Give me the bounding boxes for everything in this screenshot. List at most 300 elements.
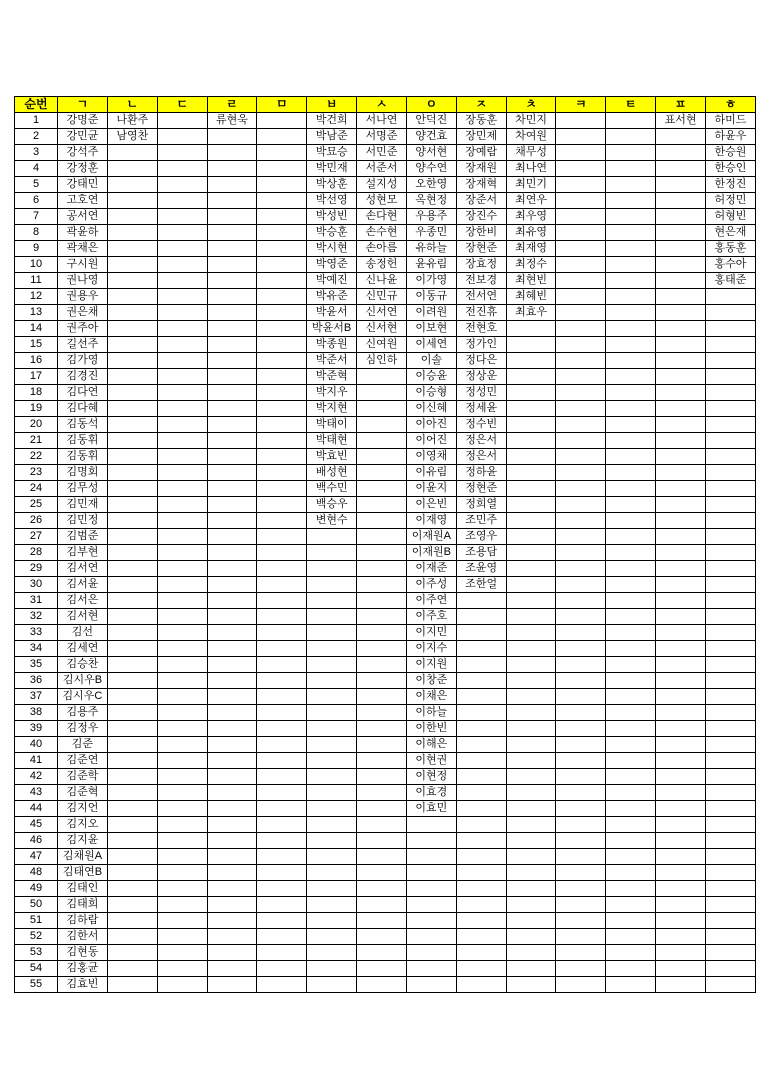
- empty-cell: [456, 721, 506, 737]
- empty-cell: [107, 161, 157, 177]
- column-header-consonant: ㅊ: [506, 97, 556, 113]
- empty-cell: [656, 721, 706, 737]
- name-cell: 장진수: [456, 209, 506, 225]
- empty-cell: [157, 833, 207, 849]
- empty-cell: [556, 177, 606, 193]
- empty-cell: [606, 337, 656, 353]
- name-cell: 박선영: [307, 193, 357, 209]
- empty-cell: [656, 369, 706, 385]
- empty-cell: [556, 273, 606, 289]
- column-header-consonant: ㅌ: [606, 97, 656, 113]
- column-header-consonant: ㄹ: [207, 97, 257, 113]
- table-row: [15, 225, 756, 241]
- table-row: [15, 945, 756, 961]
- name-cell: 허정민: [705, 193, 755, 209]
- empty-cell: [207, 545, 257, 561]
- empty-cell: [107, 273, 157, 289]
- empty-cell: [257, 609, 307, 625]
- empty-cell: [107, 929, 157, 945]
- empty-cell: [606, 849, 656, 865]
- table-row: [15, 193, 756, 209]
- name-cell: 박건희: [307, 113, 357, 129]
- row-number-cell: 16: [15, 353, 58, 369]
- name-cell: 정성민: [456, 385, 506, 401]
- empty-cell: [107, 385, 157, 401]
- empty-cell: [556, 817, 606, 833]
- empty-cell: [456, 753, 506, 769]
- empty-cell: [606, 689, 656, 705]
- empty-cell: [307, 913, 357, 929]
- empty-cell: [606, 817, 656, 833]
- name-cell: 김다연: [58, 385, 108, 401]
- empty-cell: [157, 961, 207, 977]
- empty-cell: [406, 849, 456, 865]
- empty-cell: [157, 705, 207, 721]
- empty-cell: [606, 833, 656, 849]
- name-cell: 최민기: [506, 177, 556, 193]
- table-row: [15, 913, 756, 929]
- empty-cell: [207, 161, 257, 177]
- name-cell: 신나윤: [357, 273, 407, 289]
- name-roster-table: [14, 96, 756, 993]
- row-number-cell: 53: [15, 945, 58, 961]
- empty-cell: [656, 705, 706, 721]
- name-cell: 김지오: [58, 817, 108, 833]
- empty-cell: [107, 753, 157, 769]
- empty-cell: [656, 257, 706, 273]
- empty-cell: [506, 529, 556, 545]
- empty-cell: [606, 977, 656, 993]
- empty-cell: [406, 929, 456, 945]
- empty-cell: [107, 657, 157, 673]
- empty-cell: [506, 657, 556, 673]
- empty-cell: [705, 753, 755, 769]
- name-cell: 이승형: [406, 385, 456, 401]
- name-cell: 강태민: [58, 177, 108, 193]
- empty-cell: [656, 865, 706, 881]
- empty-cell: [157, 849, 207, 865]
- empty-cell: [207, 465, 257, 481]
- row-number-cell: 22: [15, 449, 58, 465]
- name-cell: 박지우: [307, 385, 357, 401]
- empty-cell: [207, 385, 257, 401]
- empty-cell: [207, 209, 257, 225]
- table-row: [15, 529, 756, 545]
- name-cell: 배성현: [307, 465, 357, 481]
- empty-cell: [257, 465, 307, 481]
- name-cell: 장재혁: [456, 177, 506, 193]
- row-number-cell: 33: [15, 625, 58, 641]
- empty-cell: [606, 321, 656, 337]
- empty-cell: [705, 689, 755, 705]
- empty-cell: [556, 769, 606, 785]
- empty-cell: [157, 753, 207, 769]
- row-number-cell: 34: [15, 641, 58, 657]
- empty-cell: [556, 113, 606, 129]
- empty-cell: [107, 497, 157, 513]
- empty-cell: [207, 929, 257, 945]
- empty-cell: [207, 865, 257, 881]
- empty-cell: [506, 833, 556, 849]
- empty-cell: [207, 577, 257, 593]
- table-row: [15, 641, 756, 657]
- empty-cell: [705, 433, 755, 449]
- column-header-consonant: ㄱ: [58, 97, 108, 113]
- table-row: [15, 465, 756, 481]
- empty-cell: [606, 785, 656, 801]
- empty-cell: [157, 257, 207, 273]
- empty-cell: [506, 673, 556, 689]
- empty-cell: [157, 817, 207, 833]
- table-row: [15, 113, 756, 129]
- name-cell: 최나연: [506, 161, 556, 177]
- name-cell: 김준연: [58, 753, 108, 769]
- empty-cell: [556, 657, 606, 673]
- name-cell: 홍수아: [705, 257, 755, 273]
- empty-cell: [357, 961, 407, 977]
- empty-cell: [705, 673, 755, 689]
- empty-cell: [705, 801, 755, 817]
- name-cell: 이영채: [406, 449, 456, 465]
- name-cell: 성현모: [357, 193, 407, 209]
- name-cell: 홍태준: [705, 273, 755, 289]
- empty-cell: [506, 577, 556, 593]
- empty-cell: [705, 913, 755, 929]
- empty-cell: [107, 193, 157, 209]
- name-cell: 박승훈: [307, 225, 357, 241]
- empty-cell: [656, 161, 706, 177]
- empty-cell: [705, 929, 755, 945]
- empty-cell: [257, 193, 307, 209]
- empty-cell: [107, 785, 157, 801]
- empty-cell: [705, 593, 755, 609]
- name-cell: 표서현: [656, 113, 706, 129]
- column-header-consonant: ㅁ: [257, 97, 307, 113]
- empty-cell: [656, 193, 706, 209]
- empty-cell: [656, 273, 706, 289]
- empty-cell: [107, 241, 157, 257]
- empty-cell: [606, 257, 656, 273]
- empty-cell: [556, 209, 606, 225]
- row-number-cell: 47: [15, 849, 58, 865]
- empty-cell: [456, 881, 506, 897]
- empty-cell: [556, 369, 606, 385]
- table-row: [15, 545, 756, 561]
- column-header-index: 순번: [15, 97, 58, 113]
- empty-cell: [357, 497, 407, 513]
- empty-cell: [157, 417, 207, 433]
- name-cell: 백승우: [307, 497, 357, 513]
- empty-cell: [656, 209, 706, 225]
- empty-cell: [506, 801, 556, 817]
- name-cell: 김서윤: [58, 577, 108, 593]
- empty-cell: [107, 561, 157, 577]
- empty-cell: [556, 513, 606, 529]
- table-row: [15, 353, 756, 369]
- empty-cell: [606, 241, 656, 257]
- empty-cell: [307, 785, 357, 801]
- empty-cell: [606, 657, 656, 673]
- empty-cell: [357, 465, 407, 481]
- empty-cell: [606, 273, 656, 289]
- empty-cell: [606, 513, 656, 529]
- row-number-cell: 31: [15, 593, 58, 609]
- name-cell: 정수빈: [456, 417, 506, 433]
- empty-cell: [207, 481, 257, 497]
- empty-cell: [705, 769, 755, 785]
- empty-cell: [207, 625, 257, 641]
- table-row: [15, 785, 756, 801]
- table-row: [15, 609, 756, 625]
- empty-cell: [357, 849, 407, 865]
- name-cell: 길선주: [58, 337, 108, 353]
- table-row: [15, 625, 756, 641]
- empty-cell: [705, 945, 755, 961]
- empty-cell: [307, 849, 357, 865]
- empty-cell: [506, 337, 556, 353]
- empty-cell: [157, 673, 207, 689]
- name-cell: 박준혁: [307, 369, 357, 385]
- empty-cell: [506, 561, 556, 577]
- row-number-cell: 42: [15, 769, 58, 785]
- empty-cell: [357, 529, 407, 545]
- empty-cell: [606, 929, 656, 945]
- empty-cell: [705, 785, 755, 801]
- name-cell: 박시현: [307, 241, 357, 257]
- empty-cell: [307, 593, 357, 609]
- name-cell: 조윤영: [456, 561, 506, 577]
- empty-cell: [705, 897, 755, 913]
- empty-cell: [207, 177, 257, 193]
- name-cell: 정상운: [456, 369, 506, 385]
- empty-cell: [107, 289, 157, 305]
- empty-cell: [357, 577, 407, 593]
- row-number-cell: 27: [15, 529, 58, 545]
- empty-cell: [357, 817, 407, 833]
- empty-cell: [556, 193, 606, 209]
- empty-cell: [656, 977, 706, 993]
- empty-cell: [257, 737, 307, 753]
- name-cell: 현은재: [705, 225, 755, 241]
- empty-cell: [506, 593, 556, 609]
- empty-cell: [107, 609, 157, 625]
- empty-cell: [207, 497, 257, 513]
- table-row: [15, 833, 756, 849]
- empty-cell: [656, 513, 706, 529]
- name-cell: 이재원B: [406, 545, 456, 561]
- name-cell: 백수민: [307, 481, 357, 497]
- table-row: [15, 769, 756, 785]
- empty-cell: [506, 417, 556, 433]
- empty-cell: [506, 369, 556, 385]
- empty-cell: [705, 449, 755, 465]
- name-cell: 김태희: [58, 897, 108, 913]
- empty-cell: [207, 609, 257, 625]
- empty-cell: [357, 561, 407, 577]
- name-cell: 허형빈: [705, 209, 755, 225]
- table-row: [15, 897, 756, 913]
- row-number-cell: 39: [15, 721, 58, 737]
- empty-cell: [656, 641, 706, 657]
- empty-cell: [157, 433, 207, 449]
- empty-cell: [556, 945, 606, 961]
- empty-cell: [207, 145, 257, 161]
- empty-cell: [257, 481, 307, 497]
- empty-cell: [107, 225, 157, 241]
- empty-cell: [606, 641, 656, 657]
- empty-cell: [606, 225, 656, 241]
- name-cell: 신민규: [357, 289, 407, 305]
- empty-cell: [107, 337, 157, 353]
- empty-cell: [257, 817, 307, 833]
- name-cell: 강석주: [58, 145, 108, 161]
- empty-cell: [656, 801, 706, 817]
- name-cell: 김시우B: [58, 673, 108, 689]
- empty-cell: [257, 929, 307, 945]
- name-cell: 한승원: [705, 145, 755, 161]
- empty-cell: [606, 673, 656, 689]
- empty-cell: [157, 353, 207, 369]
- empty-cell: [357, 513, 407, 529]
- row-number-cell: 18: [15, 385, 58, 401]
- empty-cell: [556, 129, 606, 145]
- name-cell: 김무성: [58, 481, 108, 497]
- empty-cell: [207, 273, 257, 289]
- name-cell: 한승인: [705, 161, 755, 177]
- empty-cell: [656, 321, 706, 337]
- empty-cell: [705, 961, 755, 977]
- column-header-consonant: ㅈ: [456, 97, 506, 113]
- empty-cell: [606, 545, 656, 561]
- empty-cell: [705, 577, 755, 593]
- empty-cell: [506, 705, 556, 721]
- empty-cell: [556, 465, 606, 481]
- empty-cell: [107, 817, 157, 833]
- empty-cell: [656, 497, 706, 513]
- column-header-consonant: ㅋ: [556, 97, 606, 113]
- name-cell: 채무성: [506, 145, 556, 161]
- name-cell: 남영찬: [107, 129, 157, 145]
- name-cell: 이주성: [406, 577, 456, 593]
- name-cell: 김민정: [58, 513, 108, 529]
- empty-cell: [456, 929, 506, 945]
- name-cell: 이신혜: [406, 401, 456, 417]
- empty-cell: [307, 545, 357, 561]
- row-number-cell: 8: [15, 225, 58, 241]
- empty-cell: [257, 833, 307, 849]
- name-cell: 박윤서B: [307, 321, 357, 337]
- name-cell: 정은서: [456, 449, 506, 465]
- empty-cell: [606, 529, 656, 545]
- empty-cell: [606, 881, 656, 897]
- name-cell: 김준혁: [58, 785, 108, 801]
- empty-cell: [556, 401, 606, 417]
- empty-cell: [157, 497, 207, 513]
- empty-cell: [556, 801, 606, 817]
- name-cell: 이주연: [406, 593, 456, 609]
- empty-cell: [656, 625, 706, 641]
- empty-cell: [705, 369, 755, 385]
- empty-cell: [705, 657, 755, 673]
- name-cell: 박종원: [307, 337, 357, 353]
- empty-cell: [506, 785, 556, 801]
- empty-cell: [506, 865, 556, 881]
- empty-cell: [357, 545, 407, 561]
- name-cell: 박준서: [307, 353, 357, 369]
- table-row: [15, 337, 756, 353]
- empty-cell: [207, 897, 257, 913]
- name-cell: 김승찬: [58, 657, 108, 673]
- name-cell: 김준: [58, 737, 108, 753]
- empty-cell: [656, 593, 706, 609]
- empty-cell: [257, 721, 307, 737]
- empty-cell: [207, 785, 257, 801]
- empty-cell: [307, 577, 357, 593]
- row-number-cell: 7: [15, 209, 58, 225]
- row-number-cell: 9: [15, 241, 58, 257]
- name-cell: 안덕진: [406, 113, 456, 129]
- empty-cell: [606, 769, 656, 785]
- empty-cell: [307, 881, 357, 897]
- empty-cell: [157, 529, 207, 545]
- empty-cell: [107, 321, 157, 337]
- name-cell: 김정우: [58, 721, 108, 737]
- empty-cell: [257, 449, 307, 465]
- empty-cell: [656, 529, 706, 545]
- name-cell: 최혜빈: [506, 289, 556, 305]
- name-cell: 하미드: [705, 113, 755, 129]
- name-cell: 이유림: [406, 465, 456, 481]
- table-row: [15, 577, 756, 593]
- table-body: [15, 113, 756, 993]
- name-cell: 김명회: [58, 465, 108, 481]
- name-cell: 오한영: [406, 177, 456, 193]
- row-number-cell: 15: [15, 337, 58, 353]
- empty-cell: [257, 625, 307, 641]
- empty-cell: [257, 273, 307, 289]
- name-cell: 이한빈: [406, 721, 456, 737]
- name-cell: 심인하: [357, 353, 407, 369]
- empty-cell: [606, 721, 656, 737]
- empty-cell: [506, 929, 556, 945]
- empty-cell: [606, 289, 656, 305]
- empty-cell: [157, 785, 207, 801]
- empty-cell: [307, 945, 357, 961]
- table-row: [15, 737, 756, 753]
- empty-cell: [656, 385, 706, 401]
- name-cell: 김서연: [58, 561, 108, 577]
- empty-cell: [456, 769, 506, 785]
- empty-cell: [257, 337, 307, 353]
- row-number-cell: 21: [15, 433, 58, 449]
- name-cell: 박지현: [307, 401, 357, 417]
- empty-cell: [506, 945, 556, 961]
- empty-cell: [157, 897, 207, 913]
- empty-cell: [606, 193, 656, 209]
- empty-cell: [257, 881, 307, 897]
- empty-cell: [357, 865, 407, 881]
- empty-cell: [705, 721, 755, 737]
- name-cell: 조용담: [456, 545, 506, 561]
- name-cell: 김하람: [58, 913, 108, 929]
- empty-cell: [556, 881, 606, 897]
- empty-cell: [207, 513, 257, 529]
- table-row: [15, 385, 756, 401]
- empty-cell: [107, 417, 157, 433]
- empty-cell: [556, 689, 606, 705]
- name-cell: 장예람: [456, 145, 506, 161]
- name-cell: 송정헌: [357, 257, 407, 273]
